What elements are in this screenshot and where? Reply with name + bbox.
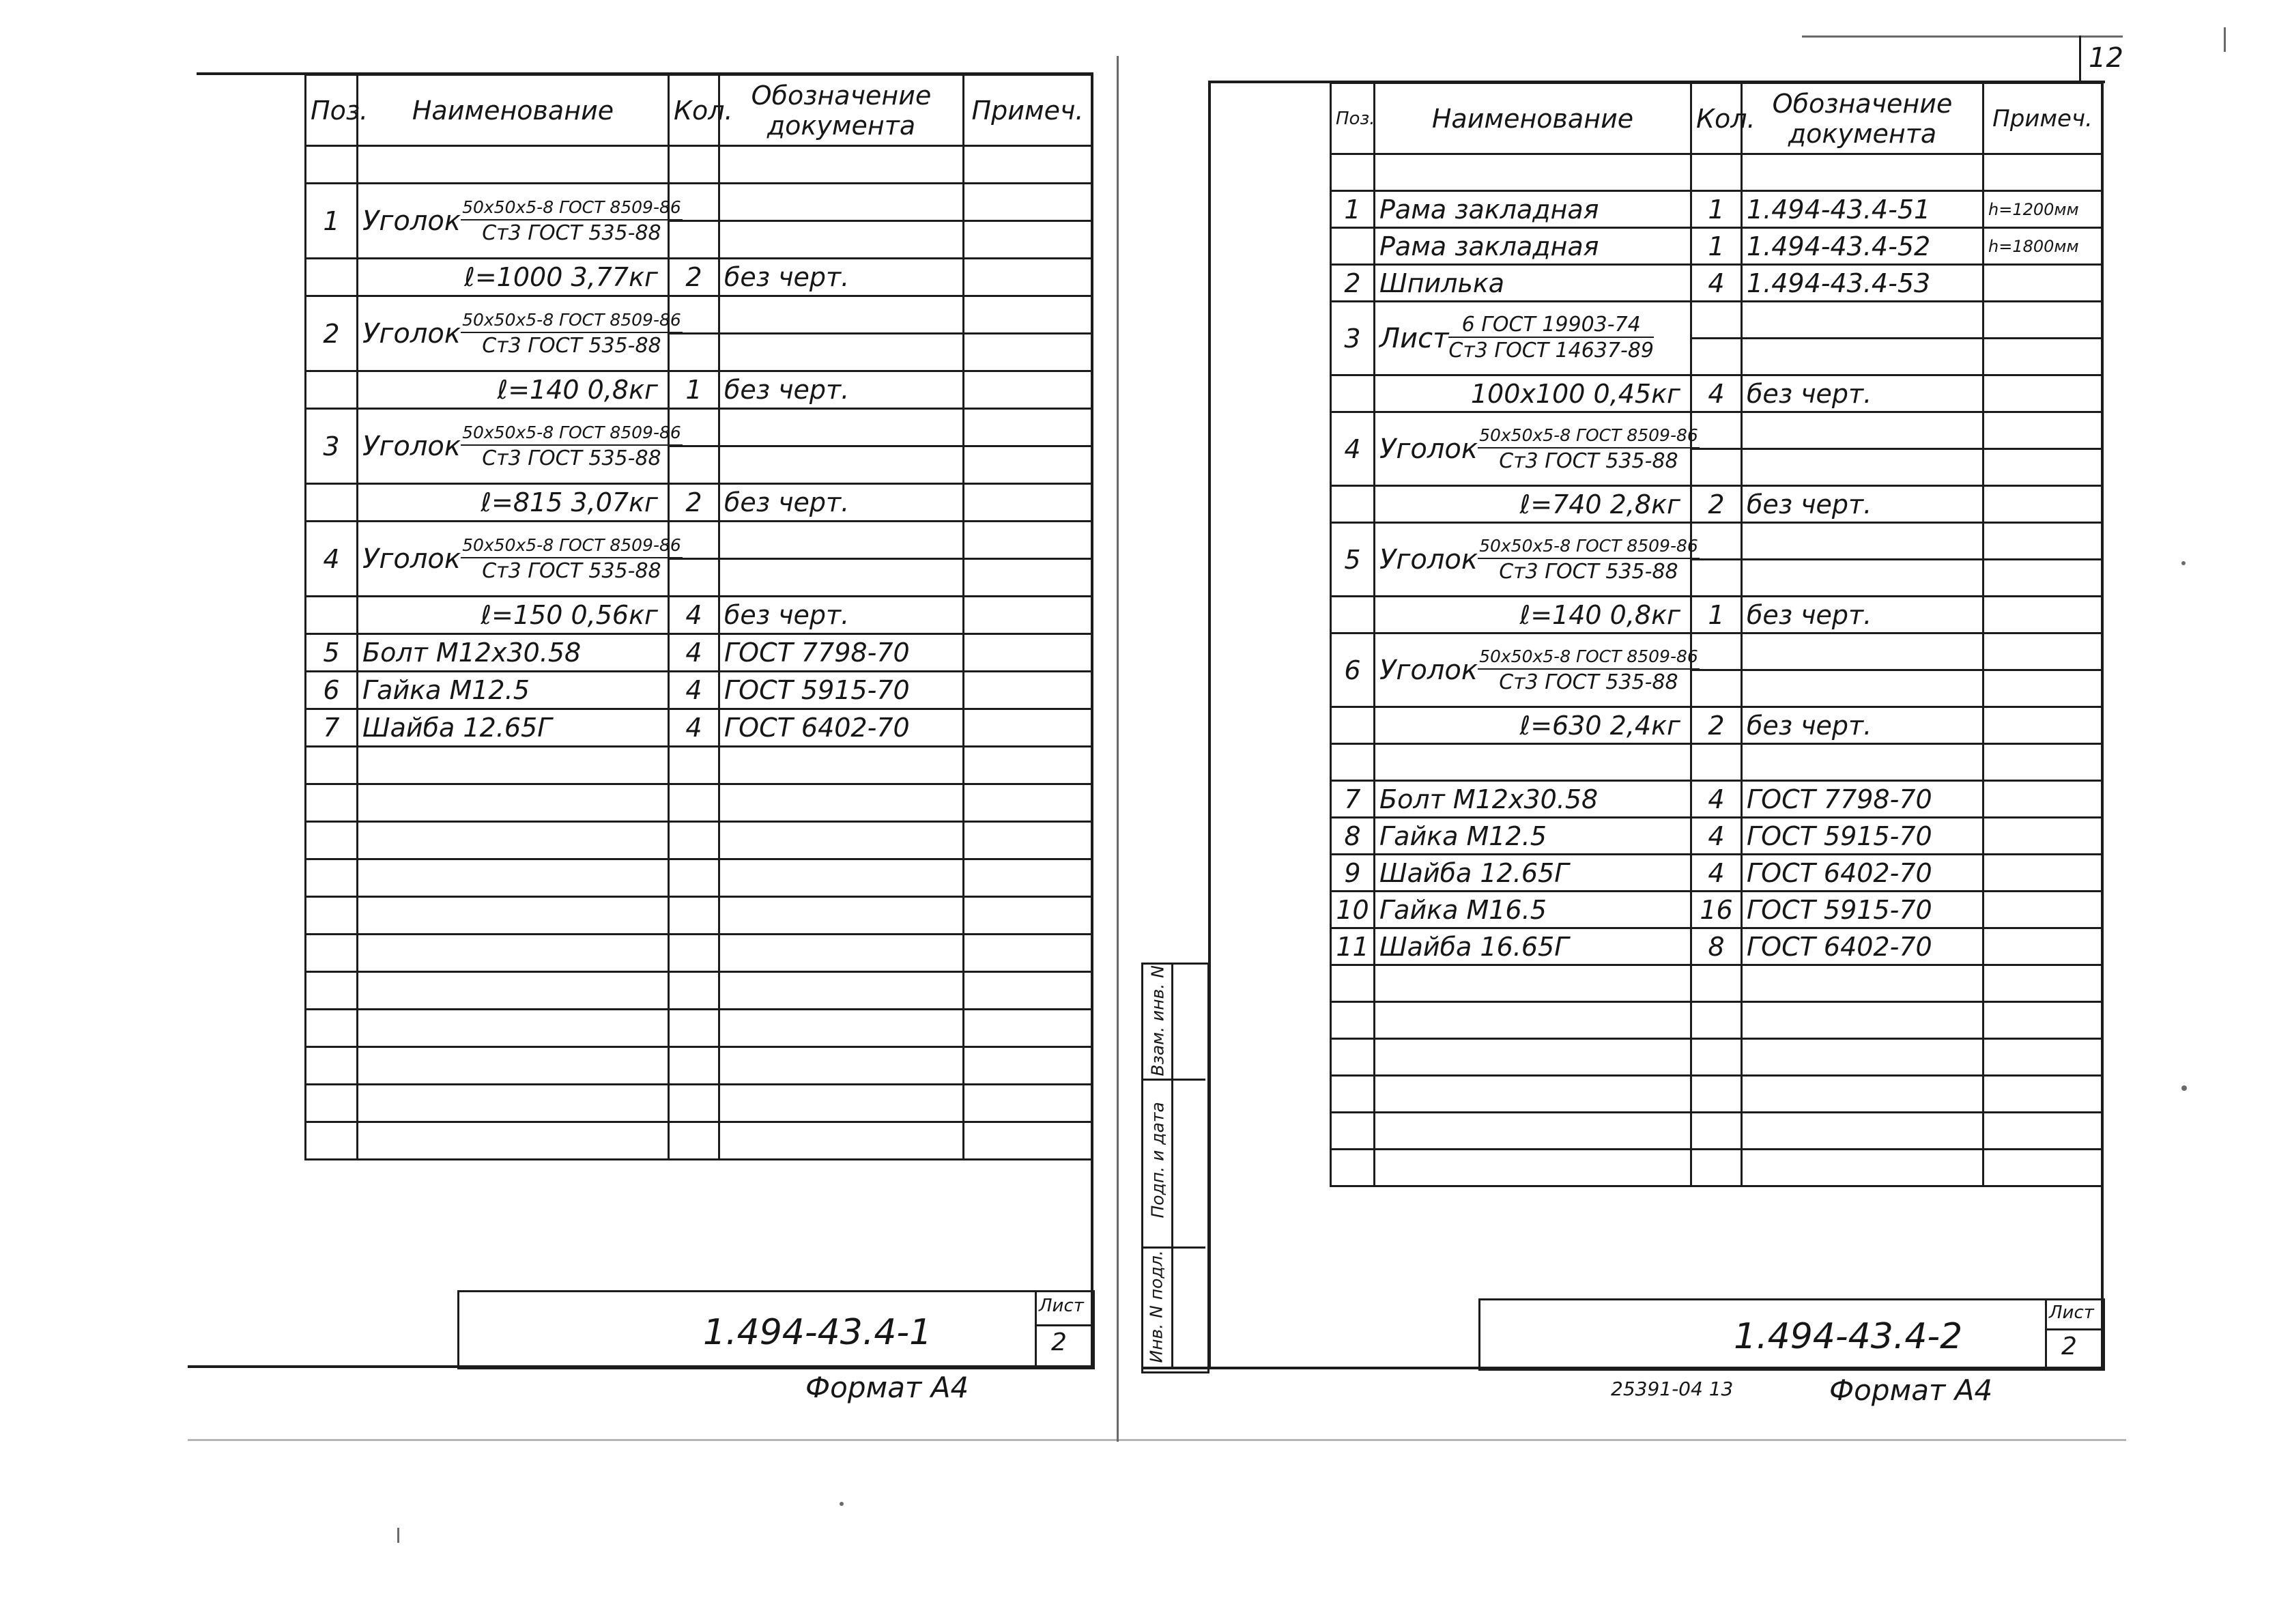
table-row: 1 Уголок $\frac{\text{50x50x5-8 ГОСТ 8509-86}}{\text{Ст3 ГОСТ 535-88}}$ xyxy=(306,184,1092,221)
right-stamp-divider xyxy=(2045,1328,2101,1330)
table-row: 5 Болт М12х30.58 4 ГОСТ 7798-70 xyxy=(306,634,1092,672)
table-row: 8 Гайка М12.5 4 ГОСТ 5915-70 xyxy=(1331,818,2102,855)
table-row: 3 Лист $\frac{\text{6 ГОСТ 19903-74}}{\text{Ст3 ГОСТ 14637-89}}$ xyxy=(1331,302,2102,339)
table-row: 2 Уголок $\frac{\text{50x50x5-8 ГОСТ 8509-86}}{\text{Ст3 ГОСТ 535-88}}$ xyxy=(306,296,1092,334)
scan-dot xyxy=(840,1502,844,1506)
table-row: 6 Гайка М12.5 4 ГОСТ 5915-70 xyxy=(306,672,1092,709)
table-row: ℓ=140 0,8кг 1 без черт. xyxy=(306,371,1092,409)
header-pos: Поз. xyxy=(1331,83,1375,154)
left-format-label: Формат А4 xyxy=(805,1371,969,1404)
angle-spec: Уголок $\frac{\text{50x50x5-8 ГОСТ 8509-86}}{\text{Ст3 ГОСТ 535-88}}$ xyxy=(1375,523,1691,597)
fold-line xyxy=(1117,56,1119,1442)
right-spec-table xyxy=(1330,82,2103,1187)
scan-dot xyxy=(2181,1085,2187,1091)
header-doc: Обозначение документа xyxy=(1742,83,1984,154)
table-row: 10 Гайка М16.5 16 ГОСТ 5915-70 xyxy=(1331,892,2102,928)
angle-spec: Уголок $\frac{\text{50x50x5-8 ГОСТ 8509-86}}{\text{Ст3 ГОСТ 535-88}}$ xyxy=(358,296,669,371)
header-note: Примеч. xyxy=(1984,83,2102,154)
table-row: ℓ=630 2,4кг 2 без черт. xyxy=(1331,707,2102,744)
header-qty: Кол. xyxy=(669,75,719,146)
header-doc: Обозначение документа xyxy=(719,75,964,146)
right-stamp-divider xyxy=(2045,1298,2047,1367)
sheet-spec: Лист $\frac{\text{6 ГОСТ 19903-74}}{\text{Ст3 ГОСТ 14637-89}}$ xyxy=(1375,302,1691,375)
side-stamp-signature: Подп. и дата xyxy=(1147,1102,1168,1219)
left-sheet-number: 2 xyxy=(1051,1328,1067,1356)
table-row: 4 Уголок $\frac{\text{50x50x5-8 ГОСТ 8509-86}}{\text{Ст3 ГОСТ 535-88}}$ xyxy=(306,522,1092,559)
angle-spec: Уголок $\frac{\text{50x50x5-8 ГОСТ 8509-86}}{\text{Ст3 ГОСТ 535-88}}$ xyxy=(358,184,669,259)
table-row: 2 Шпилька 4 1.494-43.4-53 xyxy=(1331,265,2102,302)
table-row: 3 Уголок $\frac{\text{50x50x5-8 ГОСТ 8509-86}}{\text{Ст3 ГОСТ 535-88}}$ xyxy=(306,409,1092,446)
scan-mark xyxy=(2224,27,2226,52)
angle-spec: Уголок $\frac{\text{50x50x5-8 ГОСТ 8509-86}}{\text{Ст3 ГОСТ 535-88}}$ xyxy=(358,522,669,597)
right-sheet-left-border xyxy=(1208,81,1211,1369)
header-pos: Поз. xyxy=(306,75,358,146)
angle-spec: Уголок $\frac{\text{50x50x5-8 ГОСТ 8509-86}}{\text{Ст3 ГОСТ 535-88}}$ xyxy=(1375,633,1691,707)
right-sheet-number: 2 xyxy=(2061,1333,2077,1361)
scan-mark xyxy=(397,1528,399,1543)
right-document-code: 1.494-43.4-2 xyxy=(1734,1316,1963,1357)
side-stamp-divider xyxy=(1141,1079,1205,1081)
table-row: ℓ=140 0,8кг 1 без черт. xyxy=(1331,597,2102,633)
table-row: 100x100 0,45кг 4 без черт. xyxy=(1331,375,2102,412)
table-row: 7 Шайба 12.65Г 4 ГОСТ 6402-70 xyxy=(306,709,1092,747)
scan-dot xyxy=(2181,561,2186,565)
table-row: 7 Болт М12х30.58 4 ГОСТ 7798-70 xyxy=(1331,781,2102,818)
table-row: ℓ=1000 3,77кг 2 без черт. xyxy=(306,259,1092,296)
table-row: ℓ=740 2,8кг 2 без черт. xyxy=(1331,486,2102,523)
table-row: 9 Шайба 12.65Г 4 ГОСТ 6402-70 xyxy=(1331,855,2102,892)
table-row: ℓ=150 0,56кг 4 без черт. xyxy=(306,597,1092,634)
table-row: 1 Рама закладная 1 1.494-43.4-51 h=1200мм xyxy=(1331,191,2102,228)
left-spec-table xyxy=(304,74,1093,1160)
left-sheet-label: Лист xyxy=(1039,1296,1084,1316)
angle-spec: Уголок $\frac{\text{50x50x5-8 ГОСТ 8509-86}}{\text{Ст3 ГОСТ 535-88}}$ xyxy=(1375,412,1691,486)
header-note: Примеч. xyxy=(964,75,1092,146)
side-stamp-divider xyxy=(1141,1247,1205,1249)
left-stamp-divider xyxy=(1035,1324,1091,1326)
table-row: 6 Уголок $\frac{\text{50x50x5-8 ГОСТ 8509-86}}{\text{Ст3 ГОСТ 535-88}}$ xyxy=(1331,633,2102,670)
right-format-label: Формат А4 xyxy=(1829,1373,1993,1407)
table-row: Рама закладная 1 1.494-43.4-52 h=1800мм xyxy=(1331,228,2102,265)
header-qty: Кол. xyxy=(1691,83,1742,154)
table-row: 5 Уголок $\frac{\text{50x50x5-8 ГОСТ 8509-86}}{\text{Ст3 ГОСТ 535-88}}$ xyxy=(1331,523,2102,560)
top-edge-line xyxy=(1802,35,2123,38)
table-row: ℓ=815 3,07кг 2 без черт. xyxy=(306,484,1092,522)
angle-spec: Уголок $\frac{\text{50x50x5-8 ГОСТ 8509-86}}{\text{Ст3 ГОСТ 535-88}}$ xyxy=(358,409,669,484)
bottom-scan-line xyxy=(188,1439,2126,1441)
archive-number: 25391-04 13 xyxy=(1611,1378,1734,1400)
page-number: 12 xyxy=(2089,42,2123,74)
header-name: Наименование xyxy=(358,75,669,146)
left-document-code: 1.494-43.4-1 xyxy=(703,1312,932,1353)
side-stamp-divider xyxy=(1171,963,1173,1369)
side-stamp-inventory: Инв. N подл. xyxy=(1146,1250,1166,1363)
right-sheet-label: Лист xyxy=(2049,1302,2094,1323)
table-row: 4 Уголок $\frac{\text{50x50x5-8 ГОСТ 8509-86}}{\text{Ст3 ГОСТ 535-88}}$ xyxy=(1331,412,2102,449)
table-row: 11 Шайба 16.65Г 8 ГОСТ 6402-70 xyxy=(1331,928,2102,965)
left-stamp-divider xyxy=(1035,1290,1037,1365)
page-number-box-edge xyxy=(2079,35,2081,83)
side-stamp-replacement: Взам. инв. N xyxy=(1147,965,1168,1077)
header-name: Наименование xyxy=(1375,83,1691,154)
